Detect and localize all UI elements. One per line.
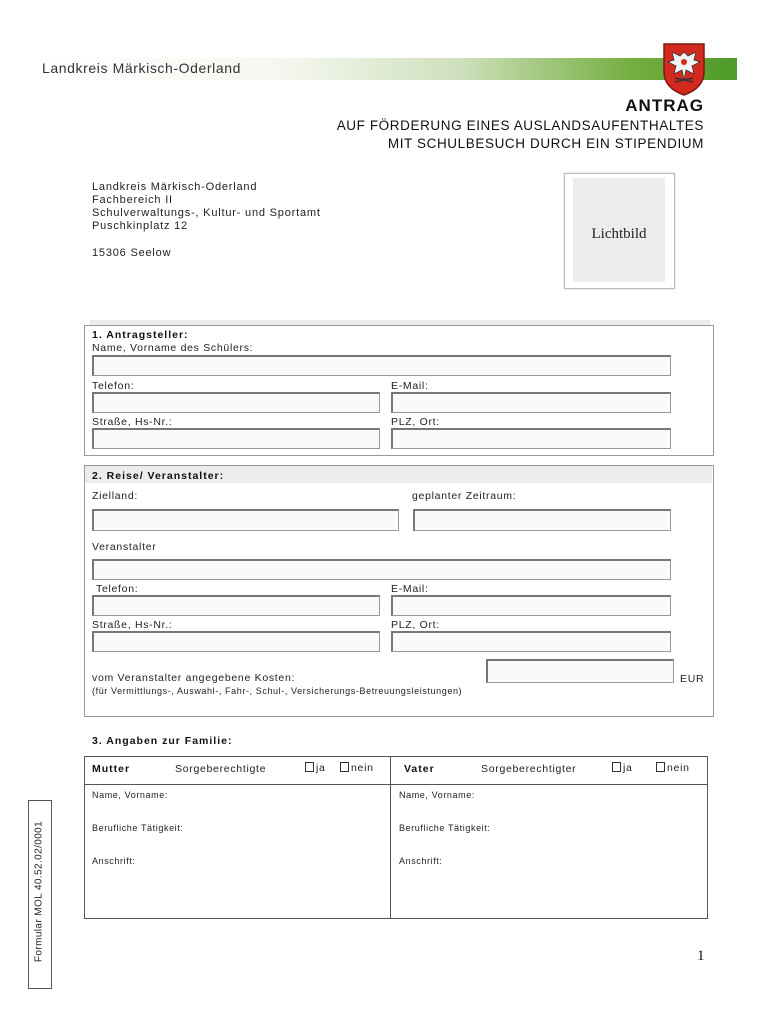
table-border-bottom [84,918,708,919]
organizer-email-label: E-Mail: [391,583,429,595]
period-input[interactable] [413,509,671,531]
costs-label: vom Veranstalter angegebene Kosten: [92,672,296,684]
district-title: Landkreis Märkisch-Oderland [42,60,242,76]
mother-address-label: Anschrift: [92,856,136,866]
eagle-crest-icon [660,42,708,96]
address-line: Fachbereich II [92,194,173,206]
section-2-title: 2. Reise/ Veranstalter: [92,470,225,482]
table-border-top [84,756,708,757]
table-border-left [84,756,85,919]
organizer-zip-label: PLZ, Ort: [391,619,440,631]
form-subtitle-1: AUF FÖRDERUNG EINES AUSLANDSAUFENTHALTES [336,118,704,133]
organizer-street-label: Straße, Hs-Nr.: [92,619,173,631]
phone-label: Telefon: [92,380,135,392]
form-number: Formular MOL 40.52.02/0001 [33,820,45,963]
country-input[interactable] [92,509,399,531]
organizer-zip-input[interactable] [391,631,671,652]
page-number: 1 [697,948,705,964]
father-heading: Vater [404,763,435,775]
mother-custody-no[interactable] [340,762,374,774]
address-line: 15306 Seelow [92,247,172,259]
section-1-title: 1. Antragsteller: [92,329,189,341]
country-label: Zielland: [92,490,138,502]
organizer-label: Veranstalter [92,541,157,553]
photo-label: Lichtbild [591,226,647,242]
father-yes-label: ja [623,762,633,774]
organizer-phone-label: Telefon: [96,583,139,595]
father-address-label: Anschrift: [399,856,443,866]
zip-city-label: PLZ, Ort: [391,416,440,428]
checkbox-icon[interactable] [305,762,314,772]
father-custody-label: Sorgeberechtigter [481,763,577,775]
mother-custody-yes[interactable] [305,762,326,774]
father-custody-no[interactable] [656,762,690,774]
organizer-email-input[interactable] [391,595,671,616]
form-subtitle-2: MIT SCHULBESUCH DURCH EIN STIPENDIUM [387,136,704,151]
student-name-input[interactable] [92,355,671,376]
father-job-label: Berufliche Tätigkeit: [399,823,491,833]
mother-yes-label: ja [316,762,326,774]
street-input[interactable] [92,428,380,449]
period-label: geplanter Zeitraum: [412,490,517,502]
mother-job-label: Berufliche Tätigkeit: [92,823,184,833]
mother-no-label: nein [351,762,374,774]
street-label: Straße, Hs-Nr.: [92,416,173,428]
email-label: E-Mail: [391,380,429,392]
address-line: Puschkinplatz 12 [92,220,188,232]
organizer-street-input[interactable] [92,631,380,652]
checkbox-icon[interactable] [612,762,621,772]
table-row-divider [84,784,708,785]
phone-input[interactable] [92,392,380,413]
table-border-right [707,756,708,919]
father-custody-yes[interactable] [612,762,633,774]
mother-heading: Mutter [92,763,131,775]
table-column-divider [390,756,391,919]
costs-note: (für Vermittlungs-, Auswahl-, Fahr-, Schul-, Versicherungs-Betreuungsleistungen) [92,686,463,696]
costs-input[interactable] [486,659,674,683]
father-no-label: nein [667,762,690,774]
zip-city-input[interactable] [391,428,671,449]
section-3-title: 3. Angaben zur Familie: [92,735,233,747]
organizer-input[interactable] [92,559,671,580]
mother-name-label: Name, Vorname: [92,790,168,800]
student-name-label: Name, Vorname des Schülers: [92,342,254,354]
organizer-phone-input[interactable] [92,595,380,616]
form-title: ANTRAG [625,96,704,115]
address-line: Schulverwaltungs-, Kultur- und Sportamt [92,207,321,219]
checkbox-icon[interactable] [656,762,665,772]
checkbox-icon[interactable] [340,762,349,772]
father-name-label: Name, Vorname: [399,790,475,800]
currency-label: EUR [680,673,705,685]
mother-custody-label: Sorgeberechtigte [175,763,267,775]
address-line: Landkreis Märkisch-Oderland [92,181,258,193]
email-input[interactable] [391,392,671,413]
